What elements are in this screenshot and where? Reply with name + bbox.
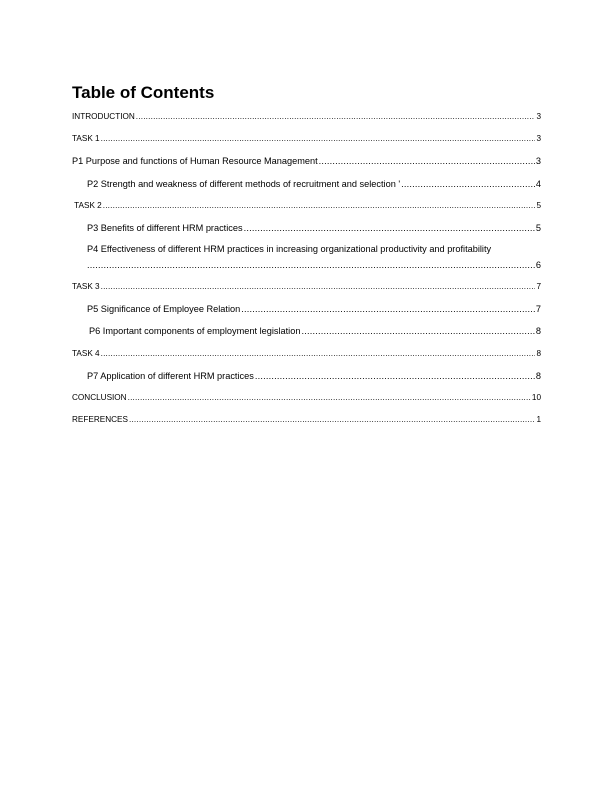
toc-entry-page: 4 [535,179,541,189]
toc-entry-label: CONCLUSION [72,393,127,402]
toc-entry-label: TASK 4 [72,349,100,358]
toc-entry-page: 7 [535,304,541,314]
toc-entry-page: 1 [536,415,541,424]
toc-entry-label: INTRODUCTION [72,112,135,121]
toc-leader-dots [101,281,536,293]
toc-leader-dots [401,178,535,190]
toc-entry-page: 8 [536,349,541,358]
toc-entry-label: REFERENCES [72,415,128,424]
toc-entry-task-1[interactable] [72,133,541,145]
toc-entry-references[interactable] [72,414,541,426]
toc-entry-page: 7 [536,282,541,291]
toc-entry-label: P6 Important components of employment legislation [89,326,301,336]
toc-leader-dots [244,222,535,234]
toc-entry-p7[interactable] [87,370,541,382]
toc-entry-page: 3 [536,112,541,121]
toc-leader-dots [319,155,535,167]
toc-entry-p2[interactable] [87,178,541,190]
toc-entry-label: TASK 1 [72,134,100,143]
toc-entry-task-4[interactable] [72,348,541,360]
toc-leader-dots [101,348,536,360]
toc-entry-task-2[interactable] [72,200,541,212]
toc-entry-p6[interactable] [89,325,541,337]
toc-entry-p4-label[interactable]: P4 Effectiveness of different HRM practices in increasing organizational productivity and profitability [87,244,492,254]
toc-entry-page: 10 [531,393,541,402]
toc-entry-label: P7 Application of different HRM practices [87,371,254,381]
toc-entry-page: 3 [536,134,541,143]
toc-leader-dots [128,392,531,404]
toc-leader-dots [87,259,535,271]
toc-title: Table of Contents [72,83,215,102]
toc-entry-page: 5 [535,223,541,233]
toc-entry-label: TASK 3 [72,282,100,291]
toc-entry-p3[interactable] [87,222,541,234]
toc-entry-page: 6 [535,260,541,270]
toc-entry-page: 3 [535,156,541,166]
toc-leader-dots [129,414,535,426]
toc-entry-label: P1 Purpose and functions of Human Resource Management [72,156,318,166]
toc-leader-dots [136,111,536,123]
toc-entry-task-3[interactable] [72,281,541,293]
toc-entry-conclusion[interactable] [72,392,541,404]
toc-entry-label: P2 Strength and weakness of different methods of recruitment and selection ' [87,179,401,189]
toc-leader-dots [301,325,534,337]
toc-leader-dots [255,370,535,382]
toc-entry-p1[interactable] [72,155,541,167]
toc-entry-page: 8 [535,371,541,381]
toc-entry-page: 5 [536,201,541,210]
toc-entry-p5[interactable] [87,303,541,315]
toc-entry-introduction[interactable] [72,111,541,123]
toc-entry-label: P3 Benefits of different HRM practices [87,223,243,233]
toc-entry-page: 8 [535,326,541,336]
toc-leader-dots [241,303,535,315]
toc-leader-dots [103,200,536,212]
toc-entry-label: P5 Significance of Employee Relation [87,304,241,314]
toc-entry-p4[interactable] [87,259,541,271]
toc-entry-label: TASK 2 [72,201,102,210]
toc-leader-dots [101,133,536,145]
